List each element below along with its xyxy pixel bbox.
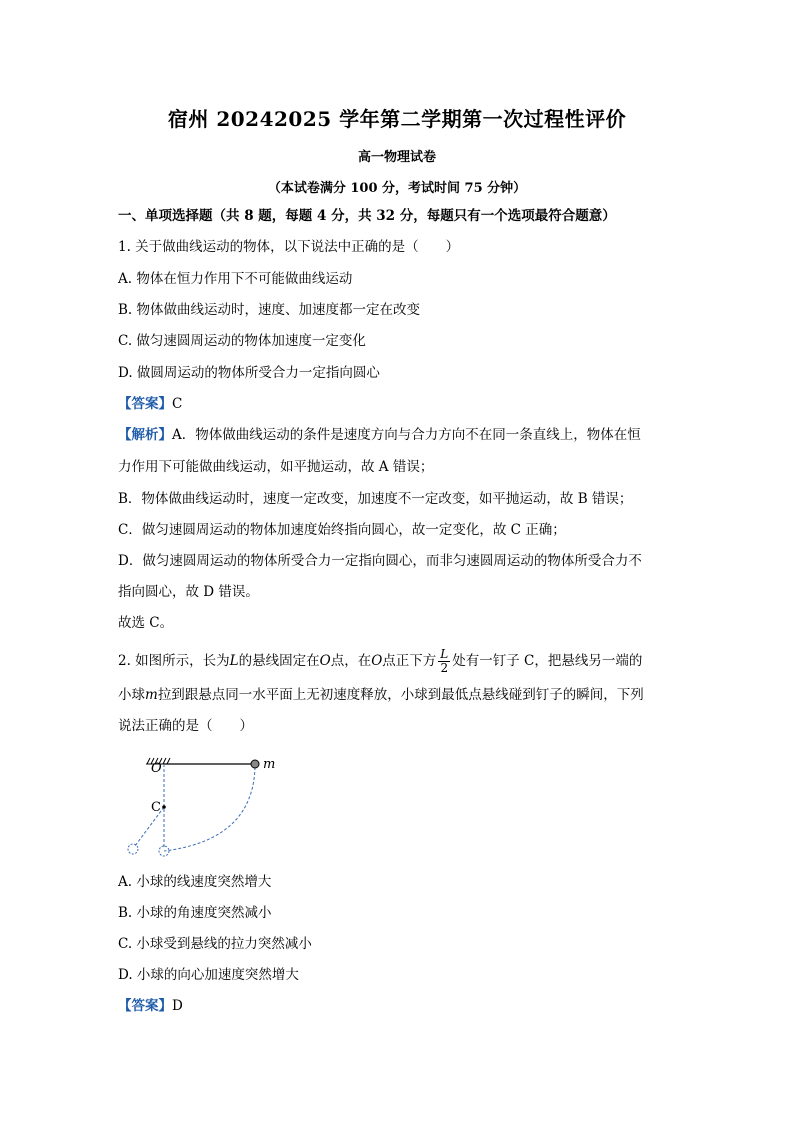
page-subtitle: 高一物理试卷 (357, 150, 436, 165)
large-swing-arc (164, 767, 255, 851)
var-m: m (145, 687, 158, 703)
answer-value: D (172, 998, 183, 1014)
q1-analysis-line (118, 426, 641, 444)
q2-option-a: A. 小球的线速度突然增大 (118, 874, 272, 890)
label-m: m (263, 757, 276, 772)
q1-analysis-line: 力作用下可能做曲线运动，如平抛运动，故 A 错误； (118, 459, 434, 475)
ball-m (251, 760, 259, 768)
exam-note: （本试卷满分 100 分，考试时间 75 分钟） (267, 181, 527, 196)
answer-value: C (172, 396, 183, 412)
var-o: O (371, 653, 383, 669)
q1-stem: 1. 关于做曲线运动的物体，以下说法中正确的是（ ） (118, 239, 460, 255)
q2-option-d: D. 小球的向心加速度突然增大 (118, 967, 299, 983)
answer-tag: 【答案】 (118, 396, 172, 412)
page-title: 宿州 20242025 学年第二学期第一次过程性评价 (167, 107, 627, 131)
q2-text: 处有一钉子 C，把悬线另一端的 (452, 653, 643, 669)
label-c: C (151, 800, 161, 815)
fraction-denominator: 2 (440, 661, 449, 675)
q2-text: 拉到跟悬点同一水平面上无初速度释放，小球到最低点悬线碰到钉子的瞬间，下列 (157, 687, 644, 703)
q2-text: 点，在 (330, 653, 372, 669)
ball-left-dashed (128, 844, 138, 854)
var-o: O (319, 653, 331, 669)
q1-option-b: B. 物体做曲线运动时，速度、加速度都一定在改变 (118, 302, 421, 318)
q1-analysis-line: 指向圆心，故 D 错误。 (118, 584, 259, 600)
fraction-numerator: L (440, 647, 449, 661)
q2-stem-line1 (118, 648, 642, 675)
q2-text: 点正下方 (382, 653, 437, 669)
label-o: O (151, 761, 162, 776)
q1-option-d: D. 做圆周运动的物体所受合力一定指向圆心 (118, 365, 380, 381)
q2-option-b: B. 小球的角速度突然减小 (118, 905, 272, 921)
q2-text: 2. 如图所示，长为 (118, 653, 230, 669)
q2-text: 的悬线固定在 (238, 653, 320, 669)
pendulum-diagram (118, 745, 288, 865)
q2-stem-line3: 说法正确的是（ ） (118, 718, 253, 734)
q1-option-c: C. 做匀速圆周运动的物体加速度一定变化 (118, 333, 366, 349)
analysis-text: A．物体做曲线运动的条件是速度方向与合力方向不在同一条直线上，物体在恒 (172, 427, 641, 443)
q2-answer (118, 997, 183, 1015)
q1-analysis-line: D．做匀速圆周运动的物体所受合力一定指向圆心，而非匀速圆周运动的物体所受合力不 (118, 553, 642, 569)
var-l: L (229, 653, 239, 669)
fraction-l-over-2 (438, 648, 450, 675)
q1-analysis-line: B．物体做曲线运动时，速度一定改变，加速度不一定改变，如平抛运动，故 B 错误； (118, 491, 633, 507)
analysis-tag: 【解析】 (118, 427, 172, 443)
q1-answer (118, 395, 182, 413)
q1-option-a: A. 物体在恒力作用下不可能做曲线运动 (118, 271, 353, 287)
q1-conclusion: 故选 C。 (118, 615, 174, 631)
q2-option-c: C. 小球受到悬线的拉力突然减小 (118, 936, 312, 952)
q1-analysis-line: C．做匀速圆周运动的物体加速度始终指向圆心，故一定变化，故 C 正确； (118, 522, 566, 538)
section-heading: 一、单项选择题（共 8 题，每题 4 分，共 32 分，每题只有一个选项最符合题意） (118, 208, 616, 224)
answer-tag: 【答案】 (118, 998, 172, 1014)
q2-stem-line2 (118, 686, 644, 704)
peg-c (162, 805, 166, 809)
q2-text: 小球 (118, 687, 145, 703)
